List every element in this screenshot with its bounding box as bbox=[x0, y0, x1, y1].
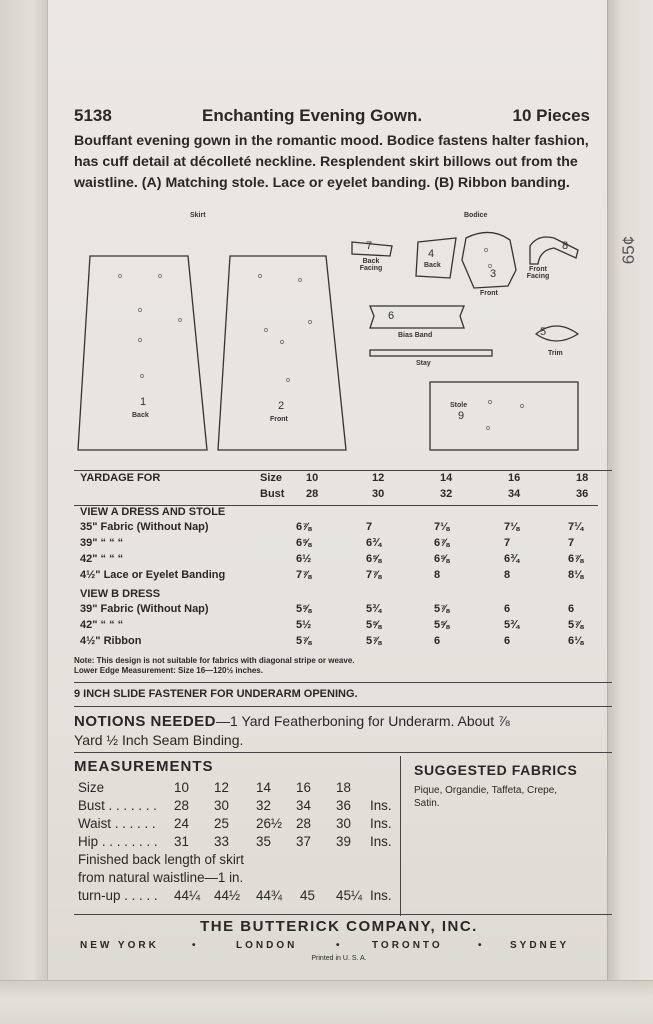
divider bbox=[74, 470, 612, 471]
front-bodice-label: Front bbox=[480, 290, 498, 297]
divider bbox=[74, 914, 612, 915]
envelope-bottom-flap bbox=[0, 980, 653, 1024]
suggested-fabrics-title: SUGGESTED FABRICS bbox=[414, 762, 578, 778]
yardage-row: 35" Fabric (Without Nap) 6⅞ 7 7⅛ 7⅛ 7¼ bbox=[80, 521, 584, 534]
back-skirt-label: Back bbox=[132, 412, 149, 419]
pattern-pieces-outline bbox=[70, 210, 600, 465]
back-skirt-number: 1 bbox=[140, 396, 147, 408]
bias-band-number: 6 bbox=[388, 310, 395, 322]
stay-label: Stay bbox=[416, 360, 431, 367]
back-facing-label: Back Facing bbox=[359, 258, 383, 272]
yardage-row: 39" Fabric (Without Nap) 5⅝ 5¾ 5⅞ 6 6 bbox=[80, 603, 575, 616]
trim-label: Trim bbox=[548, 350, 563, 357]
measurements-table bbox=[74, 780, 404, 906]
view-a-heading: VIEW A DRESS AND STOLE bbox=[80, 505, 226, 518]
company-name: THE BUTTERICK COMPANY, INC. bbox=[200, 918, 478, 935]
front-skirt-label: Front bbox=[270, 416, 288, 423]
view-b-heading: VIEW B DRESS bbox=[80, 587, 161, 600]
skirt-back-piece bbox=[78, 256, 207, 450]
bias-band-label: Bias Band bbox=[398, 332, 433, 339]
back-facing-number: 7 bbox=[366, 240, 373, 252]
front-skirt-number: 2 bbox=[278, 400, 285, 412]
divider bbox=[74, 682, 612, 683]
stay-piece bbox=[370, 350, 492, 356]
yardage-size-row: YARDAGE FOR Size 10 12 14 16 18 bbox=[80, 472, 589, 484]
back-bodice-number: 4 bbox=[428, 248, 435, 260]
pattern-pieces-diagram bbox=[70, 210, 600, 465]
measurement-row: Size 10 12 14 16 18 bbox=[78, 780, 351, 795]
divider bbox=[74, 706, 612, 707]
trim-number: 5 bbox=[540, 326, 547, 338]
notions-label: NOTIONS NEEDED bbox=[74, 713, 217, 730]
pattern-description: Bouffant evening gown in the romantic mood. Bodice fastens halter fashion, has cuff detail at décolleté neckline. Resplendent skirt billows out from the waistline. (A) Matching stole. Lace or eyelet banding. (B) Ribbon banding. bbox=[74, 133, 589, 191]
bodice-label: Bodice bbox=[464, 212, 488, 219]
printed-in: Printed in U. S. A. bbox=[311, 955, 367, 962]
notions-needed: NOTIONS NEEDED—1 Yard Featherboning for Underarm. About ⅞ Yard ½ Inch Seam Binding. bbox=[74, 713, 510, 748]
yardage-row: 42" “ “ “ 5½ 5⅝ 5⅝ 5¾ 5⅞ bbox=[80, 619, 584, 632]
suggested-fabrics-text: Pique, Organdie, Taffeta, Crepe, Satin. bbox=[414, 785, 558, 809]
company-cities: NEW YORK • LONDON • TORONTO • SYDNEY bbox=[80, 940, 570, 951]
skirt-label: Skirt bbox=[190, 212, 206, 219]
stole-label: Stole bbox=[450, 402, 468, 409]
stole-piece bbox=[430, 382, 578, 450]
pattern-header bbox=[74, 106, 590, 130]
yardage-row: 42" “ “ “ 6½ 6⅝ 6⅝ 6¾ 6⅞ bbox=[80, 552, 584, 565]
front-facing-number: 8 bbox=[562, 240, 569, 252]
yardage-note: Note: This design is not suitable for fabrics with diagonal stripe or weave. Lower Edge Measurement: Size 16—120½ inches. bbox=[74, 656, 355, 675]
measurement-row: Waist . . . . . . 24 25 26½ 28 30 Ins. bbox=[78, 816, 392, 831]
price-tag: 65¢ bbox=[618, 235, 638, 265]
finished-length-line: Finished back length of skirt bbox=[78, 852, 244, 867]
divider bbox=[74, 752, 612, 753]
measurement-row: Bust . . . . . . . 28 30 32 34 36 Ins. bbox=[78, 798, 392, 813]
measurements-title: MEASUREMENTS bbox=[74, 758, 214, 775]
back-bodice-label: Back bbox=[424, 262, 441, 269]
piece-count: 10 Pieces bbox=[512, 106, 590, 125]
yardage-row: 39" “ “ “ 6⅝ 6¾ 6⅞ 7 7 bbox=[80, 537, 575, 550]
back-bodice-piece bbox=[416, 238, 456, 278]
front-facing-label: Front Facing bbox=[526, 266, 550, 280]
finished-length-line: from natural waistline—1 in. bbox=[78, 870, 244, 885]
measurement-row: Hip . . . . . . . . 31 33 35 37 39 Ins. bbox=[78, 834, 392, 849]
front-bodice-number: 3 bbox=[490, 268, 497, 280]
stole-number: 9 bbox=[458, 410, 465, 422]
envelope-left-flap bbox=[0, 0, 48, 1024]
front-facing-piece bbox=[530, 237, 578, 264]
bias-band-piece bbox=[370, 306, 464, 328]
turnup-row: turn-up . . . . . 44¼ 44½ 44¾ 45 45¼ Ins. bbox=[78, 888, 392, 903]
yardage-table bbox=[74, 472, 598, 651]
front-bodice-piece bbox=[462, 232, 516, 288]
yardage-row: 4½" Lace or Eyelet Banding 7⅞ 7⅞ 8 8 8⅛ bbox=[80, 568, 584, 581]
fastener-note: 9 INCH SLIDE FASTENER FOR UNDERARM OPENING. bbox=[74, 688, 358, 700]
column-divider bbox=[400, 756, 401, 916]
yardage-row: 4½" Ribbon 5⅞ 5⅞ 6 6 6⅛ bbox=[80, 634, 584, 647]
yardage-bust-row: Bust 28 30 32 34 36 bbox=[260, 487, 589, 500]
envelope-right-flap bbox=[607, 0, 653, 1024]
pattern-number: 5138 bbox=[74, 106, 112, 125]
pattern-title: Enchanting Evening Gown. bbox=[202, 106, 423, 125]
